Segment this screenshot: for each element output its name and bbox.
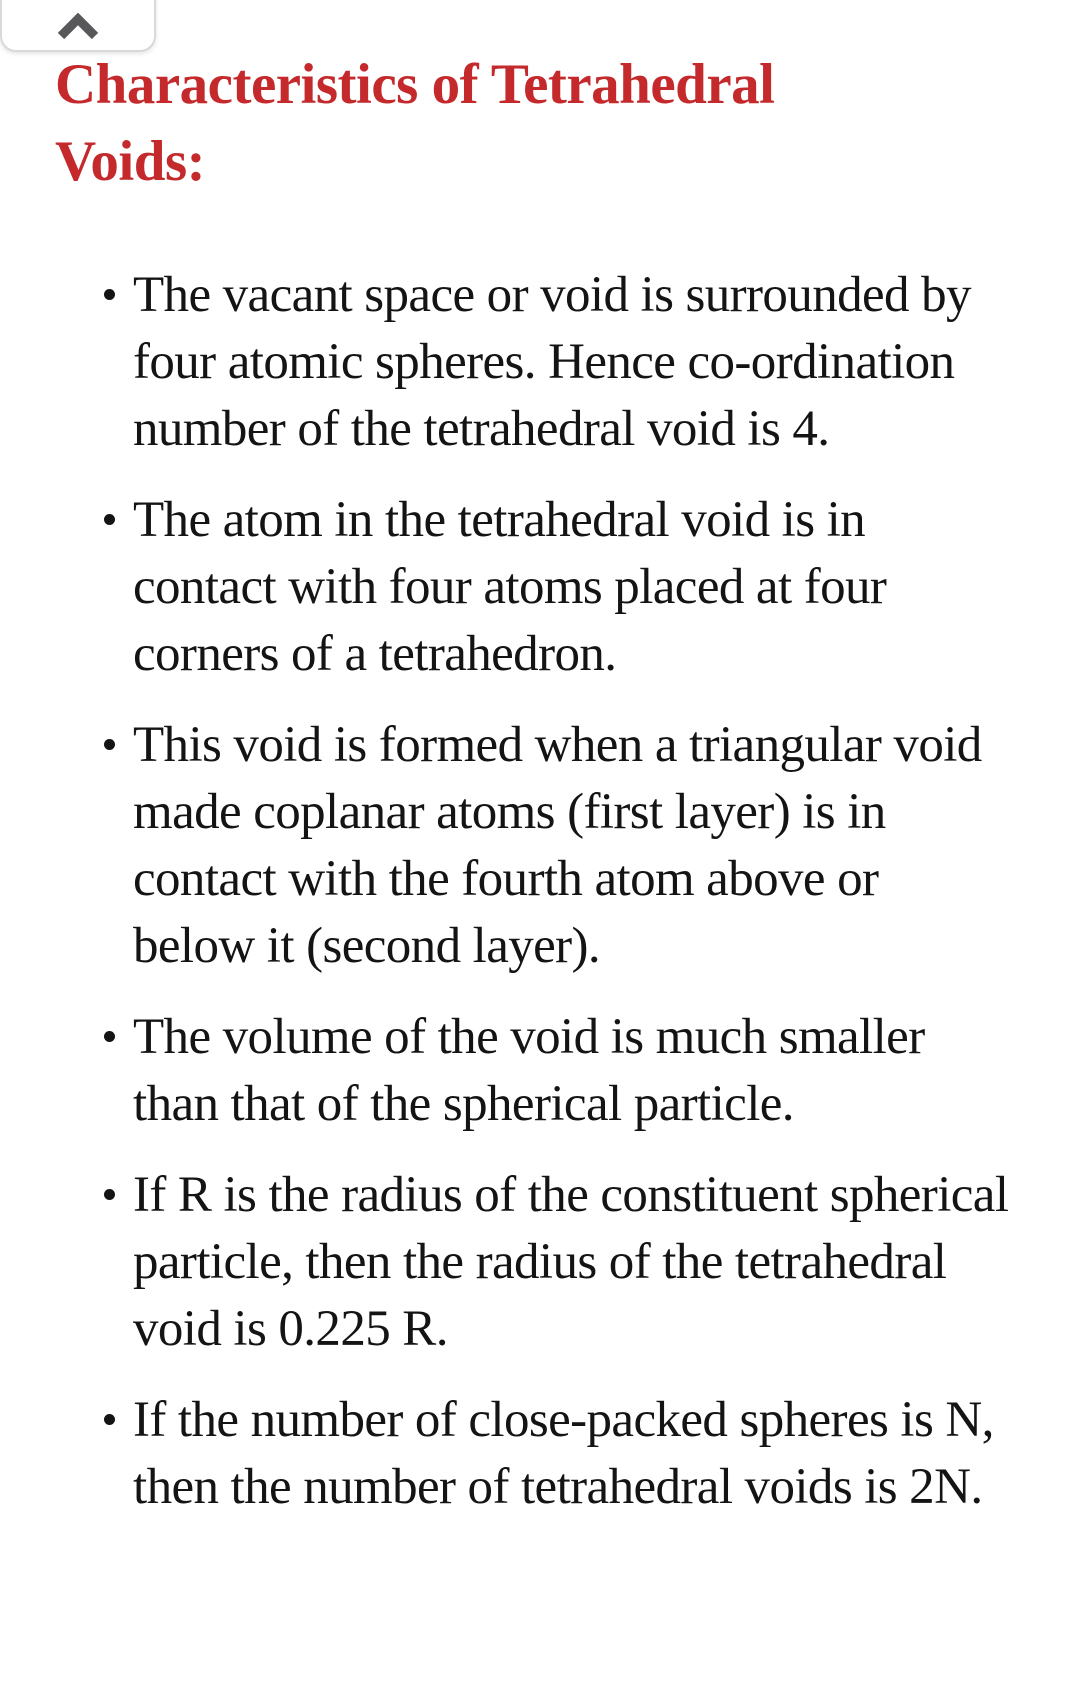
page-title: Characteristics of Tetrahedral Voids: (55, 53, 775, 193)
list-item: The volume of the void is much smaller than that of the spherical particle. (133, 1004, 1010, 1138)
list-item: If the number of close-packed spheres is N, then the number of tetrahedral voids is 2N. (133, 1387, 1010, 1521)
list-item: The atom in the tetrahedral void is in contact with four atoms placed at four corners of a tetrahedron. (133, 487, 1010, 688)
list-item: If R is the radius of the constituent spherical particle, then the radius of the tetrahedral void is 0.225 R. (133, 1162, 1010, 1363)
characteristics-list (55, 262, 1010, 1521)
chevron-up-icon (55, 13, 101, 41)
list-item: This void is formed when a triangular void made coplanar atoms (first layer) is in contact with the fourth atom above or below it (second layer). (133, 712, 1010, 980)
list-item: The vacant space or void is surrounded by four atomic spheres. Hence co-ordination number of the tetrahedral void is 4. (133, 262, 1010, 463)
scroll-to-top-button[interactable] (0, 0, 156, 52)
